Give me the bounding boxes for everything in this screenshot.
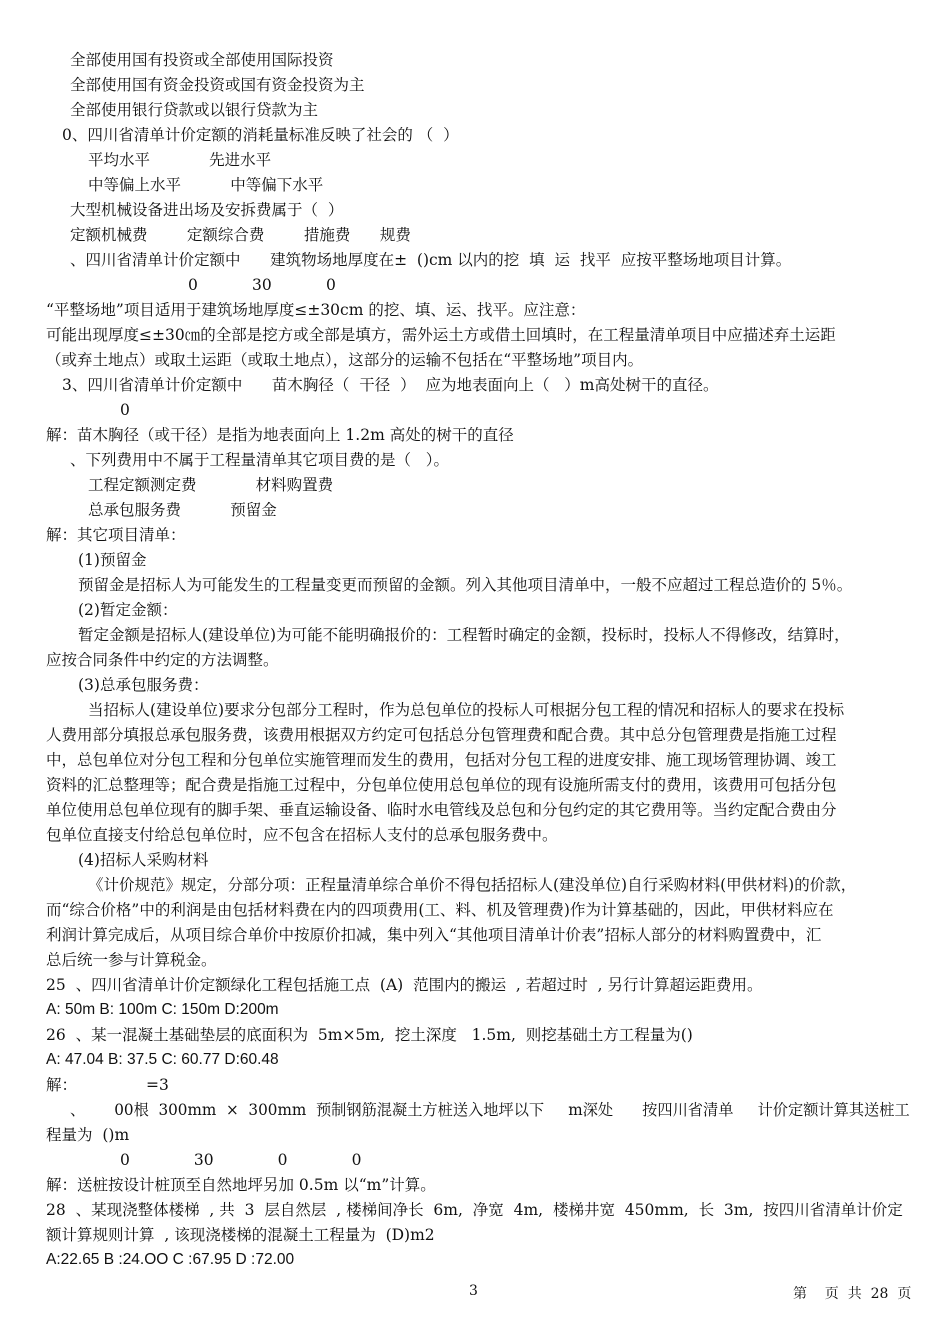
text-line: A: 47.04 B: 37.5 C: 60.77 D:60.48 xyxy=(46,1051,279,1068)
text-line: 解：送桩按设计桩顶至自然地坪另加 0.5m 以“m”计算。 xyxy=(46,1176,436,1194)
text-line: 中，总包单位对分包工程和分包单位实施管理而发生的费用，包括对分包工程的进度安排、施工现场管理协调、竣工 xyxy=(46,751,837,769)
text-line: 解： =3 xyxy=(46,1076,169,1094)
text-line: 总后统一参与计算税金。 xyxy=(46,951,217,969)
text-line: 26 、某一混凝土基础垫层的底面积为 5m×5m, 挖土深度 1.5m, 则挖基础土方工程量为() xyxy=(46,1026,693,1044)
text-line: (1)预留金 xyxy=(78,551,147,569)
text-line: 当招标人(建设单位)要求分包部分工程时，作为总包单位的投标人可根据分包工程的情况和招标人的要求在投标 xyxy=(88,701,845,719)
text-line: 总承包服务费 预留金 xyxy=(88,501,277,519)
text-line: 解：其它项目清单： xyxy=(46,526,186,544)
text-line: 工程定额测定费 材料购置费 xyxy=(88,476,334,494)
text-line: 资料的汇总整理等；配合费是指施工过程中，分包单位使用总包单位的现有设施所需支付的费用，该费用可包括分包 xyxy=(46,776,837,794)
text-line: 全部使用国有投资或全部使用国际投资 xyxy=(70,51,334,69)
text-line: A:22.65 B :24.OO C :67.95 D :72.00 xyxy=(46,1251,295,1268)
text-line: 、 00根 300mm × 300mm 预制钢筋混凝土方桩送入地坪以下 m深处 按四川省清单 计价定额计算其送桩工 xyxy=(70,1101,910,1119)
text-line: A: 50m B: 100m C: 150m D:200m xyxy=(46,1001,279,1018)
text-line: 大型机械设备进出场及安拆费属于（ ） xyxy=(70,201,344,219)
text-line: 、四川省清单计价定额中 建筑物场地厚度在± ()cm 以内的挖 填 运 找平 应按平整场地项目计算。 xyxy=(70,251,792,269)
text-line: “平整场地”项目适用于建筑场地厚度≤±30cm 的挖、填、运、找平。应注意： xyxy=(46,301,586,319)
text-line: 暂定金额是招标人(建设单位)为可能不能明确报价的：工程暂时确定的金额，投标时，投标人不得修改，结算时， xyxy=(78,626,850,644)
text-line: 程量为 ()m xyxy=(46,1126,130,1144)
text-line: 《计价规范》规定，分部分项：正程量清单综合单价不得包括招标人(建没单位)自行采购材料(甲供材料)的价款， xyxy=(88,876,857,894)
page-info: 第 页 共 28 页 xyxy=(793,1286,912,1302)
text-line: 0、四川省清单计价定额的消耗量标准反映了社会的 （ ） xyxy=(62,126,459,144)
text-line: 预留金是招标人为可能发生的工程量变更而预留的金额。列入其他项目清单中，一般不应超过工程总造价的 5％。 xyxy=(78,576,853,594)
text-line: 可能出现厚度≤±30㎝的全部是挖方或全部是填方，需外运土方或借土回填时，在工程量清单项目中应描述弃土运距 xyxy=(46,326,836,344)
text-line: 中等偏上水平 中等偏下水平 xyxy=(88,176,324,194)
text-line: 25 、四川省清单计价定额绿化工程包括施工点 (A) 范围内的搬运 , 若超过时 , 另行计算超运距费用。 xyxy=(46,976,763,994)
text-line: 0 30 0 xyxy=(188,276,336,294)
text-line: 全部使用国有资金投资或国有资金投资为主 xyxy=(70,76,365,94)
text-line: （或弃土地点）或取土运距（或取土地点），这部分的运输不包括在“平整场地”项目内。 xyxy=(46,351,644,369)
text-line: 应按合同条件中约定的方法调整。 xyxy=(46,651,279,669)
text-line: 解：苗木胸径（或干径）是指为地表面向上 1.2m 高处的树干的直径 xyxy=(46,426,514,444)
text-line: 利润计算完成后，从项目综合单价中按原价扣减，集中列入“其他项目清单计价表”招标人部分的材料购置费中，汇 xyxy=(46,926,822,944)
text-line: 包单位直接支付给总包单位时，应不包含在招标人支付的总承包服务费中。 xyxy=(46,826,558,844)
text-line: 平均水平 先进水平 xyxy=(88,151,272,169)
text-line: 而“综合价格”中的利润是由包括材料费在内的四项费用(工、料、机及管理费)作为计算基础的，因此，甲供材料应在 xyxy=(46,901,834,919)
text-line: 0 xyxy=(120,401,130,419)
text-line: 定额机械费 定额综合费 措施费 规费 xyxy=(70,226,411,244)
text-line: (2)暂定金额： xyxy=(78,601,178,619)
page-number: 3 xyxy=(469,1283,478,1299)
text-line: 额计算规则计算 , 该现浇楼梯的混凝土工程量为 (D)m2 xyxy=(46,1226,435,1244)
text-line: 全部使用银行贷款或以银行贷款为主 xyxy=(70,101,319,119)
text-line: 单位使用总包单位现有的脚手架、垂直运输设备、临时水电管线及总包和分包约定的其它费用等。当约定配合费由分 xyxy=(46,801,837,819)
text-line: 、下列费用中不属于工程量清单其它项目费的是（ ）。 xyxy=(70,451,450,469)
text-line: 0 30 0 0 xyxy=(120,1151,362,1169)
text-line: 28 、某现浇整体楼梯 , 共 3 层自然层 , 楼梯间净长 6m, 净宽 4m, 楼梯井宽 450mm, 长 3m, 按四川省清单计价定 xyxy=(46,1201,903,1219)
text-line: (3)总承包服务费： xyxy=(78,676,209,694)
text-line: (4)招标人采购材料 xyxy=(78,851,209,869)
text-line: 3、四川省清单计价定额中 苗木胸径（ 干径 ） 应为地表面向上（ ）m高处树干的直径。 xyxy=(62,376,719,394)
text-line: 人费用部分填报总承包服务费，该费用根据双方约定可包括总分包管理费和配合费。其中总分包管理费是指施工过程 xyxy=(46,726,837,744)
